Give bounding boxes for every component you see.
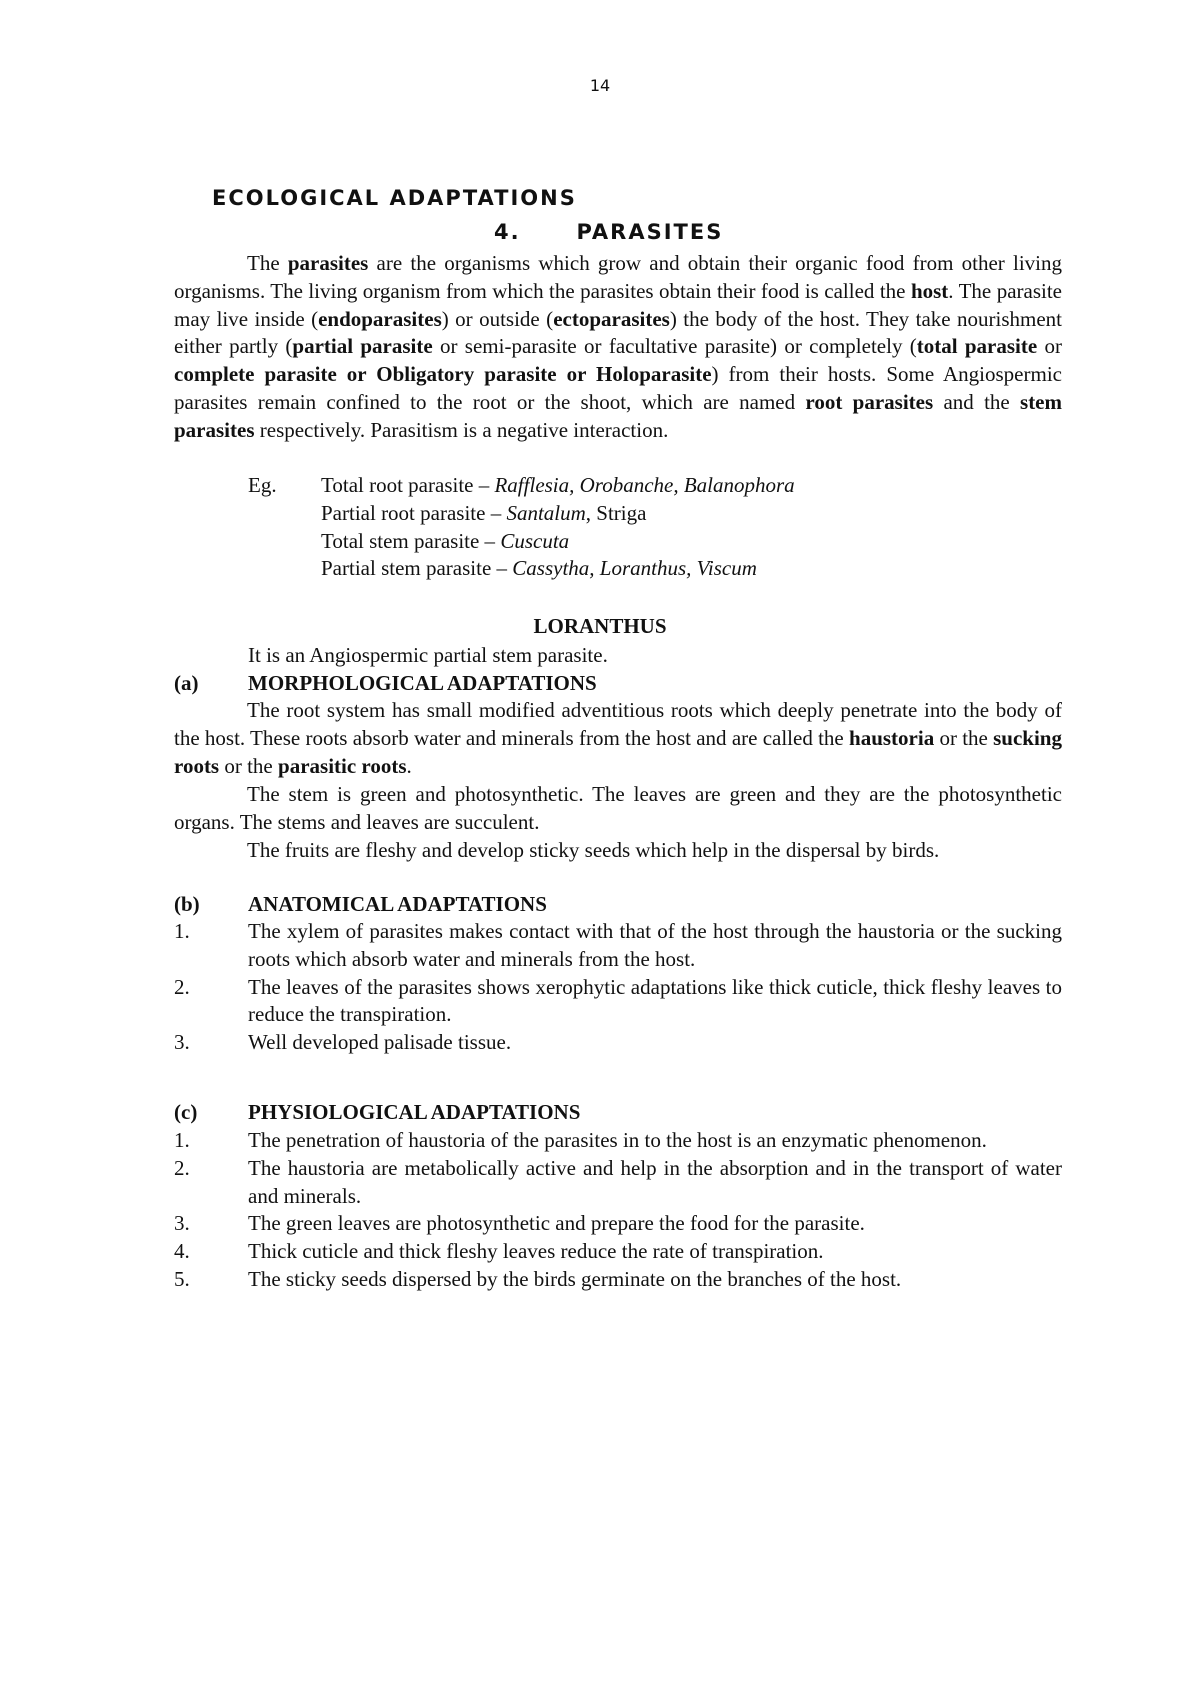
bold-term: parasitic roots — [278, 753, 407, 778]
intro-paragraph — [174, 250, 1062, 445]
list-item — [174, 1238, 1062, 1266]
example-text — [321, 528, 569, 556]
physiological-heading — [174, 1100, 580, 1125]
list-text: The sticky seeds dispersed by the birds germinate on the branches of the host. — [248, 1266, 902, 1291]
example-rest: , Striga — [585, 500, 647, 525]
section-title: 4. PARASITES — [494, 220, 724, 244]
text-run: or — [1037, 334, 1062, 359]
list-number: 4. — [174, 1239, 190, 1264]
list-text: Thick cuticle and thick fleshy leaves reduce the rate of transpiration. — [248, 1239, 824, 1264]
section-heading-text: ANATOMICAL ADAPTATIONS — [248, 892, 547, 916]
list-number: 3. — [174, 1030, 190, 1055]
morphological-heading — [174, 671, 597, 696]
example-text — [321, 555, 757, 583]
section-label: (c) — [174, 1100, 198, 1124]
bold-term: endoparasites — [318, 306, 442, 331]
text-run: . The parasite may live inside ( — [174, 278, 1062, 331]
section-label: (a) — [174, 671, 199, 695]
example-genus: Cuscuta — [500, 528, 570, 553]
text-run: The — [247, 251, 288, 275]
example-text — [321, 500, 646, 528]
page-number: 14 — [589, 76, 611, 95]
list-number: 2. — [174, 1155, 190, 1180]
list-item — [174, 1127, 1062, 1155]
example-label: Partial root parasite – — [321, 500, 507, 525]
text-run: ) the body of the host. They take nourishment either partly ( — [174, 306, 1062, 359]
section-heading-text: MORPHOLOGICAL ADAPTATIONS — [248, 671, 597, 695]
bold-term: partial parasite — [292, 334, 433, 359]
example-row — [248, 500, 795, 528]
list-number: 2. — [174, 974, 190, 999]
bold-term: ectoparasites — [553, 306, 670, 331]
example-genus: Santalum — [506, 500, 586, 525]
examples-block — [248, 472, 795, 583]
text-run: or the — [219, 753, 279, 778]
example-row — [248, 528, 795, 556]
anatomical-list — [174, 918, 1062, 1057]
text-run: The root system has small modified adventitious roots which deeply penetrate into the body of the host. These roots absorb water and minerals from the host and are called the — [174, 698, 1062, 750]
list-number: 1. — [174, 919, 190, 943]
text-run: are the organisms which grow and obtain their organic food from other living organisms. The living organism from which the parasites obtain their food is called the — [174, 251, 1062, 303]
morphological-para-3: The fruits are fleshy and develop sticky seeds which help in the dispersal by birds. — [247, 838, 940, 862]
list-number: 1. — [174, 1128, 190, 1152]
example-genus: Cassytha, Loranthus, Viscum — [512, 556, 757, 581]
example-label: Total stem parasite – — [321, 528, 501, 553]
physiological-list — [174, 1127, 1062, 1294]
list-item — [174, 1266, 1062, 1294]
list-number: 3. — [174, 1211, 190, 1236]
list-item — [174, 918, 1062, 974]
example-text — [321, 472, 795, 500]
list-text: The green leaves are photosynthetic and prepare the food for the parasite. — [248, 1211, 865, 1236]
list-item — [174, 1210, 1062, 1238]
anatomical-heading — [174, 892, 547, 917]
text-run: and the — [933, 389, 1021, 414]
text-run: or semi-parasite or facultative parasite) or completely ( — [432, 334, 917, 359]
bold-term: haustoria — [849, 725, 935, 750]
bold-term: sucking roots — [174, 725, 1062, 778]
bold-term: host — [910, 278, 949, 303]
text-run: respectively. Parasitism is a negative interaction. — [254, 417, 669, 442]
text-run: ) or outside ( — [441, 306, 554, 331]
bold-term: parasites — [287, 251, 369, 275]
bold-term: stem parasites — [174, 389, 1062, 442]
section-heading-text: PHYSIOLOGICAL ADAPTATIONS — [248, 1100, 581, 1124]
examples-lead: Eg. — [248, 473, 277, 497]
list-text: The haustoria are metabolically active and help in the absorption and in the transport of water and minerals. — [248, 1155, 1062, 1208]
list-text: The penetration of haustoria of the parasites in to the host is an enzymatic phenomenon. — [248, 1128, 987, 1152]
page-title: ECOLOGICAL ADAPTATIONS — [212, 186, 577, 210]
loranthus-heading: LORANTHUS — [533, 614, 667, 638]
bold-term: total parasite — [916, 334, 1038, 359]
example-row — [248, 555, 795, 583]
loranthus-intro: It is an Angiospermic partial stem parasite. — [248, 643, 608, 667]
example-genus: Rafflesia, Orobanche, Balanophora — [494, 473, 795, 497]
morphological-para-1 — [174, 697, 1062, 780]
list-item — [174, 974, 1062, 1030]
bold-term: complete parasite or Obligatory parasite or Holoparasite — [174, 362, 712, 387]
example-label: Partial stem parasite – — [321, 556, 513, 581]
list-number: 5. — [174, 1266, 190, 1291]
list-text: Well developed palisade tissue. — [248, 1030, 512, 1055]
example-row — [248, 472, 795, 500]
morphological-para-2: The stem is green and photosynthetic. The leaves are green and they are the photosynthetic organs. The stems and leaves are succulent. — [174, 782, 1062, 834]
example-label: Total root parasite – — [321, 473, 495, 497]
section-label: (b) — [174, 892, 200, 916]
text-run: ) from their hosts. Some Angiospermic parasites remain confined to the root or the shoot, which are named — [174, 362, 1062, 414]
list-item — [174, 1155, 1062, 1211]
bold-term: root parasites — [805, 389, 934, 414]
list-text: The leaves of the parasites shows xerophytic adaptations like thick cuticle, thick fleshy leaves to reduce the transpiration. — [248, 974, 1062, 1027]
list-text: The xylem of parasites makes contact with that of the host through the haustoria or the sucking roots which absorb water and minerals from the host. — [248, 919, 1062, 971]
list-item — [174, 1029, 1062, 1057]
text-run: . — [406, 753, 412, 778]
text-run: or the — [934, 725, 994, 750]
